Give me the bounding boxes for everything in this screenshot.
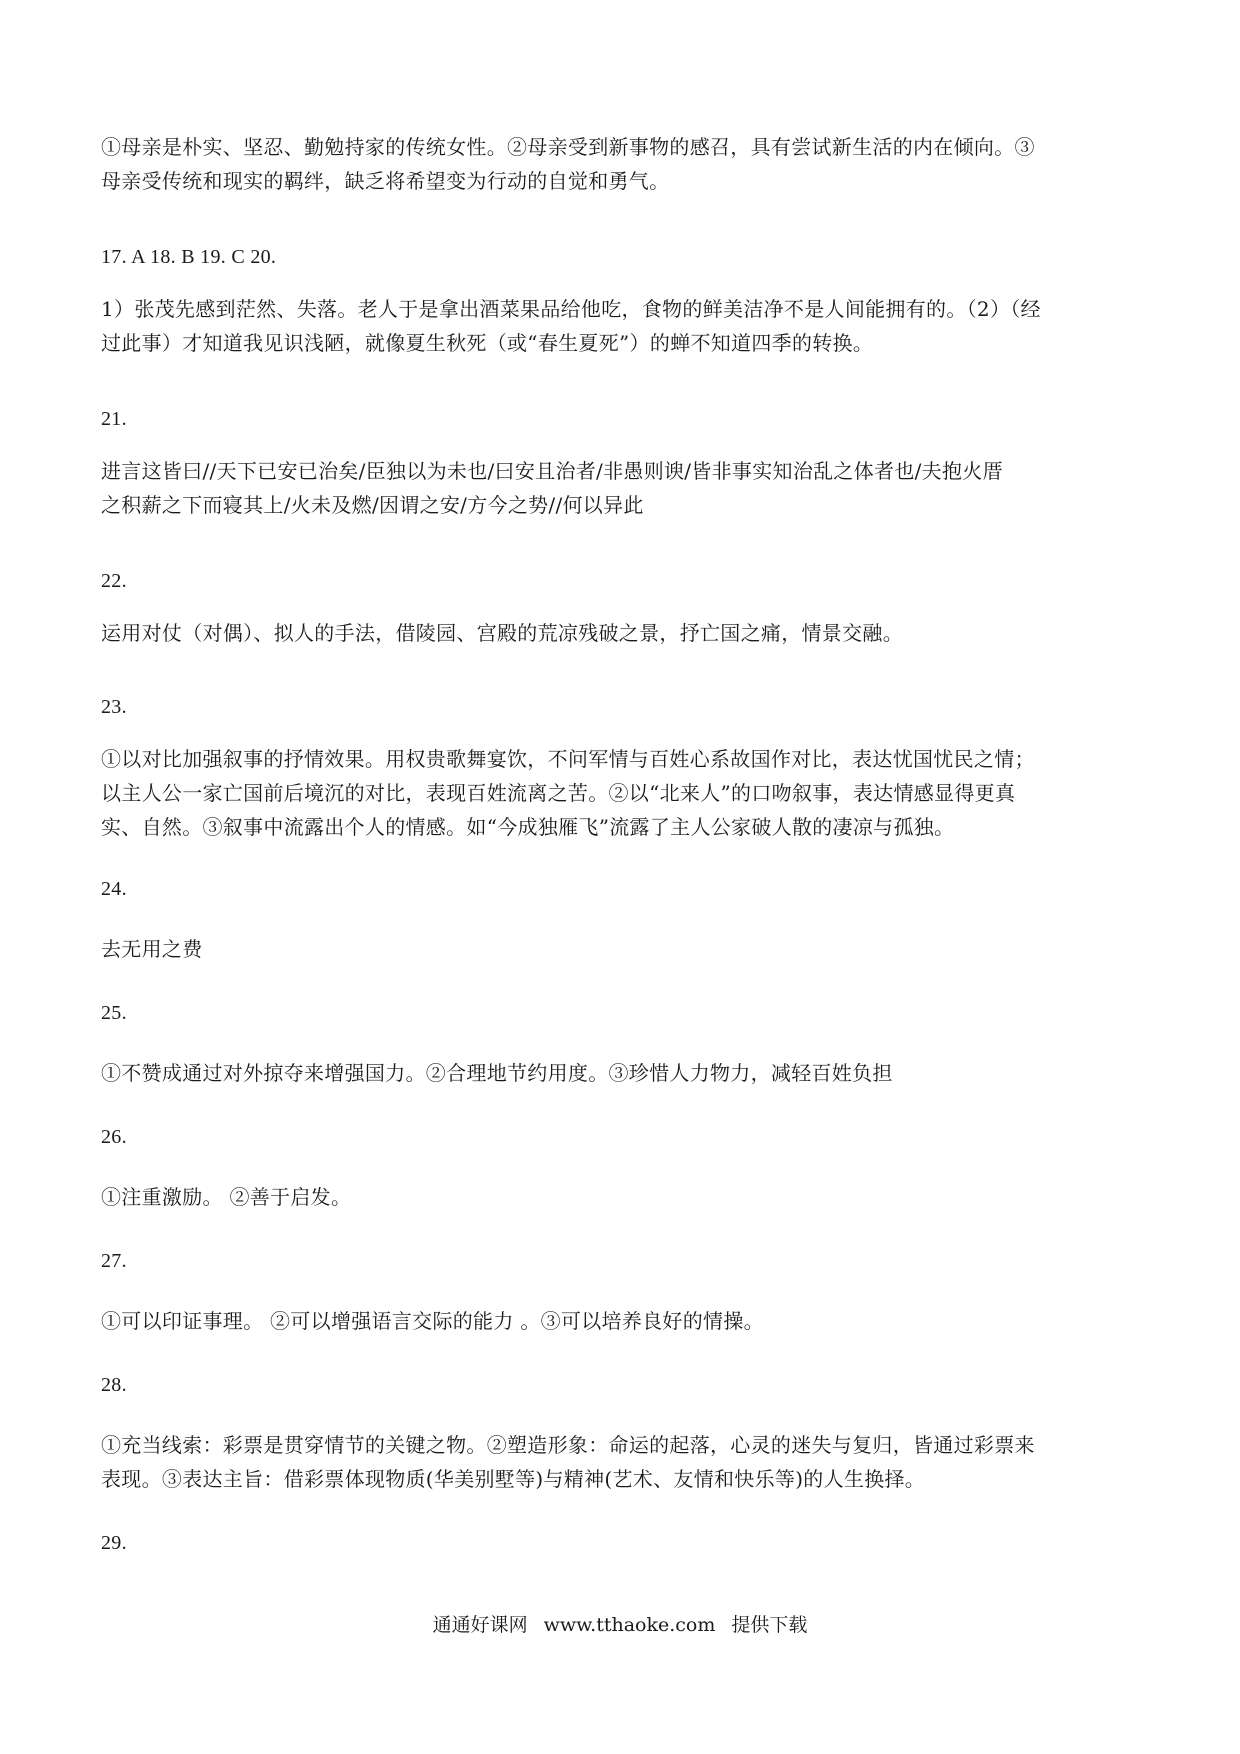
answer-22-line-1: 运用对仗（对偶）、拟人的手法，借陵园、宫殿的荒凉残破之景，抒亡国之痛，情景交融。	[101, 621, 903, 645]
question-29-number: 29.	[101, 1532, 127, 1554]
question-25-number: 25.	[101, 1002, 127, 1024]
answer-25-line-1: ①不赞成通过对外掠夺来增强国力。②合理地节约用度。③珍惜人力物力，减轻百姓负担	[101, 1061, 893, 1085]
answer-23-line-1: ①以对比加强叙事的抒情效果。用权贵歌舞宴饮，不问军情与百姓心系故国作对比，表达忧国忧民之情；	[101, 747, 1035, 771]
question-21-number: 21.	[101, 408, 127, 430]
answer-26-line-1: ①注重激励。 ②善于启发。	[101, 1185, 352, 1209]
question-23-number: 23.	[101, 696, 127, 718]
question-27-number: 27.	[101, 1250, 127, 1272]
answer-20-line-2: 过此事）才知道我见识浅陋，就像夏生秋死（或“春生夏死”）的蝉不知道四季的转换。	[101, 331, 874, 355]
page-footer	[0, 1610, 1240, 1640]
answer-23-line-3: 实、自然。③叙事中流露出个人的情感。如“今成独雁飞”流露了主人公家破人散的凄凉与孤独。	[101, 815, 955, 839]
answer-24-line-1: 去无用之费	[101, 937, 203, 961]
answer-16-line-2: 母亲受传统和现实的羁绊，缺乏将希望变为行动的自觉和勇气。	[101, 169, 670, 193]
question-22-number: 22.	[101, 570, 127, 592]
answer-16-line-1: ①母亲是朴实、坚忍、勤勉持家的传统女性。②母亲受到新事物的感召，具有尝试新生活的内在倾向。③	[101, 135, 1035, 159]
footer-site-name: 通通好课网	[432, 1614, 528, 1636]
answer-28-line-1: ①充当线索：彩票是贯穿情节的关键之物。②塑造形象：命运的起落，心灵的迷失与复归，皆通过彩票来	[101, 1433, 1035, 1457]
footer-suffix: 提供下载	[731, 1614, 808, 1636]
answer-21-line-1: 进言这皆曰//天下已安已治矣/臣独以为未也/曰安且治者/非愚则谀/皆非事实知治乱之体者也/夫抱火厝	[101, 459, 1003, 483]
question-26-number: 26.	[101, 1126, 127, 1148]
answers-17-20-choices: 17. A 18. B 19. C 20.	[101, 246, 277, 268]
answer-20-line-1: 1）张茂先感到茫然、失落。老人于是拿出酒菜果品给他吃，食物的鲜美洁净不是人间能拥有的。（2）（经	[101, 297, 1041, 321]
question-28-number: 28.	[101, 1374, 127, 1396]
footer-url: www.tthaoke.com	[543, 1614, 716, 1636]
answer-23-line-2: 以主人公一家亡国前后境沉的对比，表现百姓流离之苦。②以“北来人”的口吻叙事，表达情感显得更真	[101, 781, 1016, 805]
answer-21-line-2: 之积薪之下而寝其上/火未及燃/因谓之安/方今之势//何以异此	[101, 493, 644, 517]
answer-27-line-1: ①可以印证事理。 ②可以增强语言交际的能力 。③可以培养良好的情操。	[101, 1309, 764, 1333]
answer-28-line-2: 表现。③表达主旨：借彩票体现物质(华美别墅等)与精神(艺术、友情和快乐等)的人生换择。	[101, 1467, 926, 1491]
question-24-number: 24.	[101, 878, 127, 900]
